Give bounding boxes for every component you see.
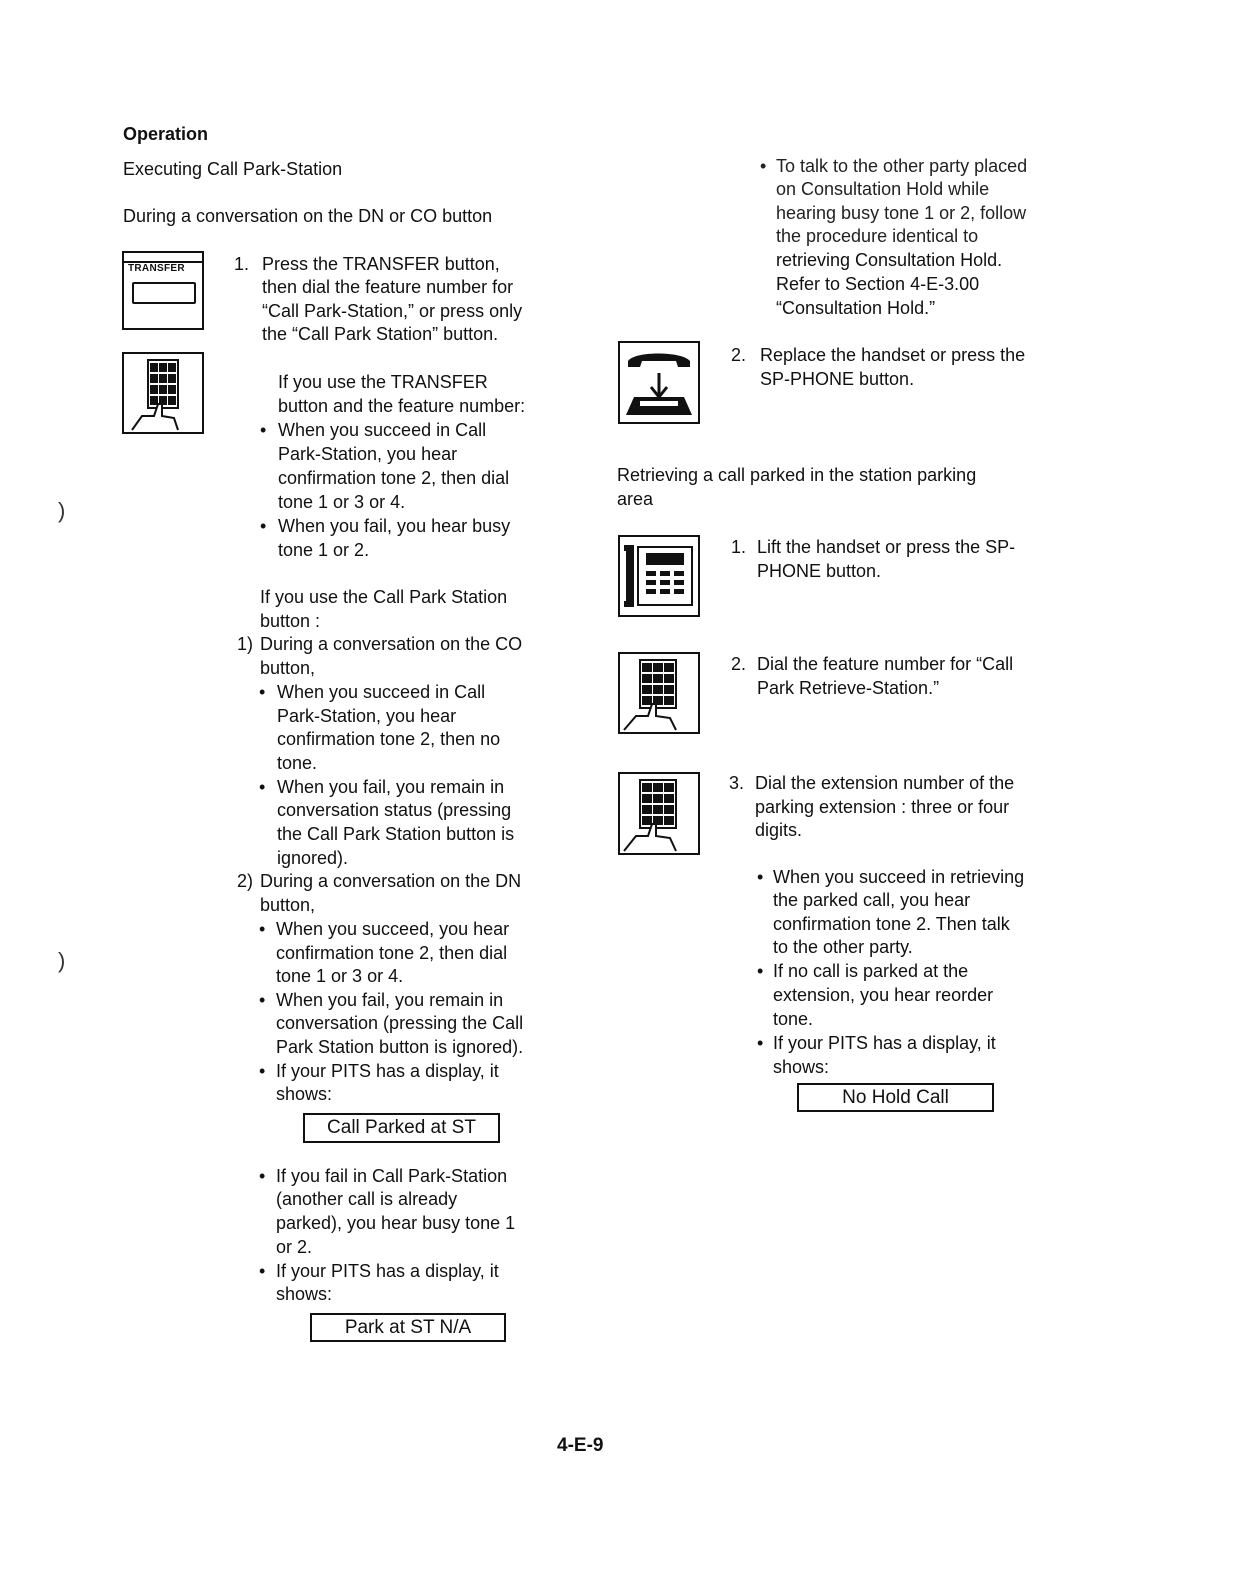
bullet-line: tone 1 or 3 or 4. xyxy=(278,492,406,512)
r-step-3-number: 3. xyxy=(729,773,745,793)
consultation-line: retrieving Consultation Hold. xyxy=(776,250,1003,270)
transfer-button-icon xyxy=(122,251,204,330)
display-call-parked: Call Parked at ST xyxy=(303,1113,500,1143)
bullet-line: If your PITS has a display, it xyxy=(276,1061,499,1081)
bullet-marker: • xyxy=(260,516,267,536)
bullet-line: tone. xyxy=(773,1009,814,1029)
bullet-line: shows: xyxy=(276,1084,333,1104)
bullet-marker: • xyxy=(259,1261,266,1281)
bullet-line: (another call is already xyxy=(276,1189,458,1209)
consultation-line: hearing busy tone 1 or 2, follow xyxy=(776,203,1027,223)
bullet-line: tone 1 or 2. xyxy=(278,540,370,560)
bullet-line: Park-Station, you hear xyxy=(277,706,457,726)
bullet-marker: • xyxy=(260,420,267,440)
consultation-line: the procedure identical to xyxy=(776,226,979,246)
retrieve-heading: Retrieving a call parked in the station parking xyxy=(617,465,977,485)
bullet-line: to the other party. xyxy=(773,937,913,957)
keypad-icon xyxy=(618,772,700,855)
sub-2-number: 2) xyxy=(237,871,254,891)
bullet-line: tone. xyxy=(277,753,318,773)
bullet-marker: • xyxy=(259,990,266,1010)
bullet-line: parked), you hear busy tone 1 xyxy=(276,1213,516,1233)
bullet-line: confirmation tone 2, then dial xyxy=(278,468,510,488)
transfer-case-intro: If you use the TRANSFER xyxy=(278,372,488,392)
bullet-line: confirmation tone 2, then no xyxy=(277,729,501,749)
bullet-line: When you succeed, you hear xyxy=(276,919,510,939)
bullet-line: If you fail in Call Park-Station xyxy=(276,1166,508,1186)
bullet-line: confirmation tone 2. Then talk xyxy=(773,914,1010,934)
r-step-2-line: Park Retrieve-Station.” xyxy=(757,678,940,698)
bullet-marker: • xyxy=(760,156,767,176)
bullet-line: tone 1 or 3 or 4. xyxy=(276,966,404,986)
sub-1-number: 1) xyxy=(237,634,254,654)
r-step-3-line: parking extension : three or four xyxy=(755,797,1010,817)
consultation-line: on Consultation Hold while xyxy=(776,179,990,199)
bullet-line: When you succeed in retrieving xyxy=(773,867,1025,887)
bullet-line: shows: xyxy=(276,1284,333,1304)
r-step-1-line: Lift the handset or press the SP- xyxy=(757,537,1016,557)
keypad-icon xyxy=(618,652,700,734)
step-1-number: 1. xyxy=(234,254,250,274)
bullet-marker: • xyxy=(259,1061,266,1081)
bullet-line: When you succeed in Call xyxy=(277,682,486,702)
r-step-1-line: PHONE button. xyxy=(757,561,882,581)
r-step-1-number: 1. xyxy=(731,537,747,557)
bullet-line: If no call is parked at the xyxy=(773,961,969,981)
bullet-line: the parked call, you hear xyxy=(773,890,971,910)
sub-1-line: During a conversation on the CO xyxy=(260,634,523,654)
button-case-intro: If you use the Call Park Station xyxy=(260,587,508,607)
r-step-3-line: digits. xyxy=(755,820,803,840)
bullet-line: If your PITS has a display, it xyxy=(276,1261,499,1281)
bullet-line: When you fail, you remain in xyxy=(277,777,505,797)
bullet-marker: • xyxy=(259,777,266,797)
bullet-line: Park-Station, you hear xyxy=(278,444,458,464)
consultation-line: To talk to the other party placed xyxy=(776,156,1028,176)
bullet-line: When you fail, you hear busy xyxy=(278,516,511,536)
step-1-line: then dial the feature number for xyxy=(262,277,514,297)
bullet-line: the Call Park Station button is xyxy=(277,824,515,844)
button-case-intro: button : xyxy=(260,611,321,631)
scan-mark: ) xyxy=(58,498,66,523)
transfer-case-intro: button and the feature number: xyxy=(278,396,526,416)
consultation-line: Refer to Section 4-E-3.00 xyxy=(776,274,980,294)
transfer-icon-label: TRANSFER xyxy=(128,263,185,274)
step-1-line: “Call Park-Station,” or press only xyxy=(262,301,523,321)
bullet-line: or 2. xyxy=(276,1237,313,1257)
context-line: During a conversation on the DN or CO button xyxy=(123,206,493,226)
bullet-marker: • xyxy=(757,867,764,887)
phone-off-hook-icon xyxy=(618,535,700,617)
r-step-3-line: Dial the extension number of the xyxy=(755,773,1015,793)
sub-1-line: button, xyxy=(260,658,316,678)
bullet-marker: • xyxy=(757,961,764,981)
sub-2-line: button, xyxy=(260,895,316,915)
bullet-line: shows: xyxy=(773,1057,830,1077)
r-step-2-number: 2. xyxy=(731,654,747,674)
bullet-line: When you succeed in Call xyxy=(278,420,487,440)
scan-mark: ) xyxy=(58,948,66,973)
section-subtitle: Executing Call Park-Station xyxy=(123,159,343,179)
bullet-line: confirmation tone 2, then dial xyxy=(276,943,508,963)
bullet-marker: • xyxy=(259,1166,266,1186)
bullet-line: conversation (pressing the Call xyxy=(276,1013,524,1033)
bullet-line: Park Station button is ignored). xyxy=(276,1037,524,1057)
retrieve-heading: area xyxy=(617,489,654,509)
display-no-hold-call: No Hold Call xyxy=(797,1083,994,1112)
sub-2-line: During a conversation on the DN xyxy=(260,871,522,891)
bullet-line: extension, you hear reorder xyxy=(773,985,994,1005)
bullet-marker: • xyxy=(259,919,266,939)
bullet-line: If your PITS has a display, it xyxy=(773,1033,996,1053)
bullet-line: When you fail, you remain in xyxy=(276,990,504,1010)
bullet-marker: • xyxy=(259,682,266,702)
bullet-marker: • xyxy=(757,1033,764,1053)
hang-up-icon xyxy=(618,341,700,424)
r-step-2-line: Dial the feature number for “Call xyxy=(757,654,1014,674)
step-2-line: SP-PHONE button. xyxy=(760,369,915,389)
display-park-na: Park at ST N/A xyxy=(310,1313,506,1342)
step-1-line: Press the TRANSFER button, xyxy=(262,254,500,274)
step-1-line: the “Call Park Station” button. xyxy=(262,324,499,344)
bullet-line: conversation status (pressing xyxy=(277,800,512,820)
consultation-line: “Consultation Hold.” xyxy=(776,298,936,318)
bullet-line: ignored). xyxy=(277,848,349,868)
section-heading: Operation xyxy=(123,124,209,144)
page-number: 4-E-9 xyxy=(557,1435,604,1456)
step-2-number: 2. xyxy=(731,345,747,365)
keypad-icon xyxy=(122,352,204,434)
step-2-line: Replace the handset or press the xyxy=(760,345,1026,365)
